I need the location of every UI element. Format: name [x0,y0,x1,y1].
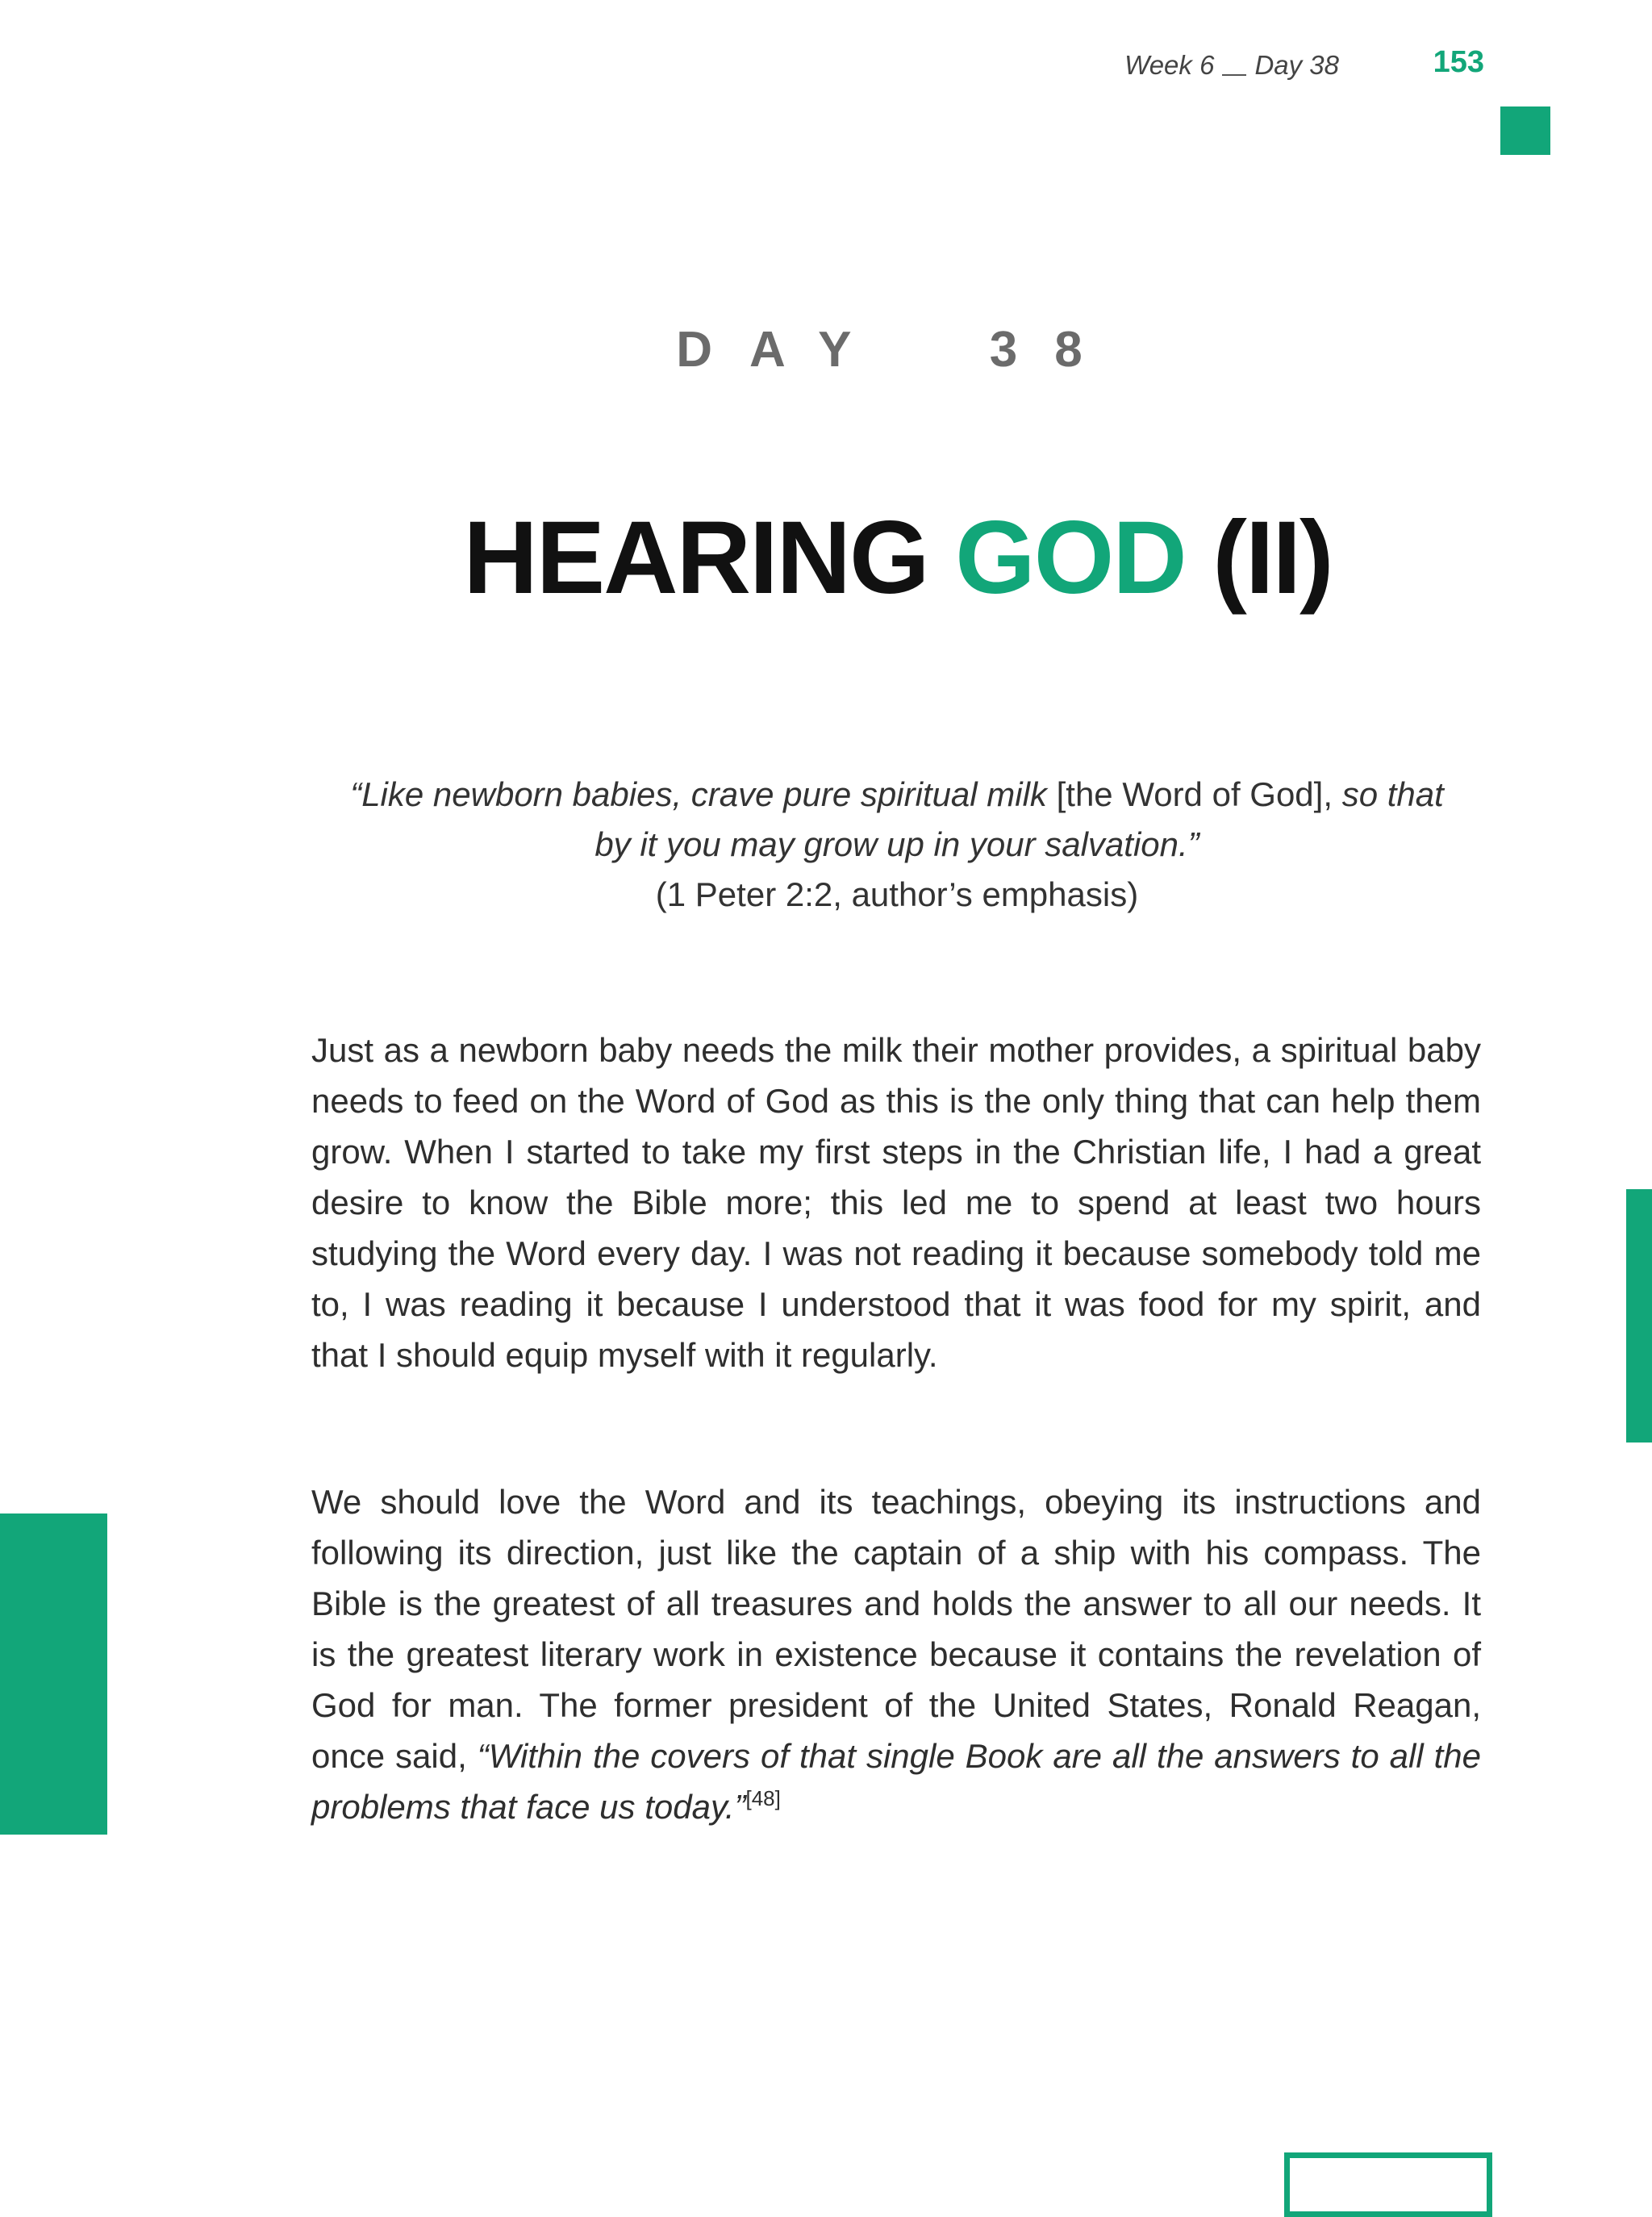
title-part-1: HEARING [463,500,956,616]
epigraph-citation: (1 Peter 2:2, author’s emphasis) [655,875,1139,913]
epigraph-quote-2: so that by it you may grow up in your salvation.” [594,775,1444,863]
chapter-title [0,500,1652,616]
decorative-tab-right [1626,1189,1652,1443]
body-paragraph-1: Just as a newborn baby needs the milk their mother provides, a spiritual baby needs to feed on the Word of God as this is the only thing that can help them grow. When I started to take my first steps in the Christian life, I had a great desire to know the Bible more; this led me to spend at least two hours studying the Word every day. I was not reading it because somebody told me to, I was reading it because I understood that it was food for my spirit, and that I should equip myself with it regularly. [311,1031,1481,1374]
running-header-text [1049,50,1339,81]
footnote-reference[interactable]: [48] [745,1786,781,1810]
page-number: 153 [1433,45,1484,79]
title-accent-word: GOD [955,500,1186,616]
decorative-outline-box [1284,2152,1492,2217]
body-paragraph-2 [311,1476,1481,1832]
header-separator [1222,74,1246,76]
epigraph-bracket: [the Word of God], [1046,775,1342,813]
paragraph-2-quote: “Within the covers of that single Book are all the answers to all the problems that face us today.” [311,1737,1481,1826]
decorative-tab-left [0,1513,107,1835]
title-part-2: (II) [1185,500,1333,616]
paragraph-2-text: We should love the Word and its teachings, obeying its instructions and following its direction, just like the captain of a ship with his compass. The Bible is the greatest of all treasures and holds the answer to all our needs. It is the greatest literary work in existence because it contains the revelation of God for man. The former president of the United States, Ronald Reagan, once said, [311,1483,1481,1775]
header-week: Week 6 [1124,50,1215,80]
epigraph [347,770,1447,920]
decorative-square [1500,106,1550,155]
epigraph-quote-1: “Like newborn babies, crave pure spiritual milk [350,775,1047,813]
day-label: DAY 38 [676,322,1120,378]
header-day: Day 38 [1254,50,1339,80]
